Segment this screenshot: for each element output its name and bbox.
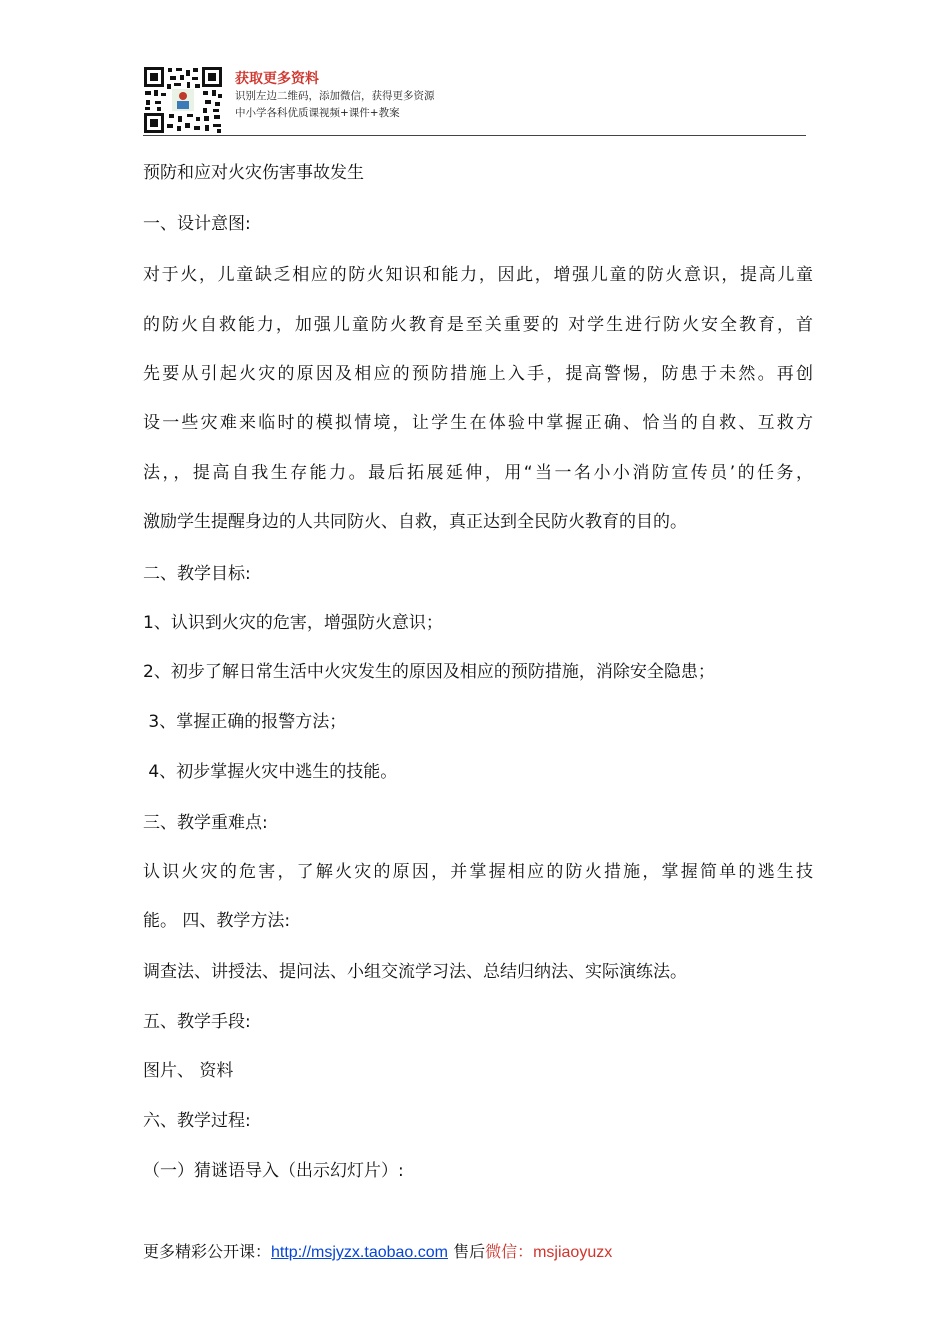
brand-line-2: 中小学各科优质课视频+课件+教案: [235, 107, 400, 119]
page-footer: [143, 1241, 612, 1264]
design-text-line: 设一些灾难来临时的模拟情境，让学生在体验中掌握正确、恰当的自救、互救方: [143, 413, 813, 433]
process-subheading: （一）猜谜语导入（出示幻灯片）:: [143, 1161, 404, 1181]
qr-code-icon: [143, 66, 223, 134]
page-title: 预防和应对火灾伤害事故发生: [143, 163, 364, 183]
design-text-line: 激励学生提醒身边的人共同防火、自救，真正达到全民防火教育的目的。: [143, 512, 687, 532]
objective-item: 3、掌握正确的报警方法；: [143, 712, 347, 732]
brand-line-1: 识别左边二维码，添加微信，获得更多资源: [235, 90, 435, 102]
design-text-line: 先要从引起火灾的原因及相应的预防措施上入手，提高警惕，防患于未然。再创: [143, 364, 813, 384]
section-heading-objectives: 二、教学目标:: [143, 564, 251, 584]
footer-wechat-id: msjiaoyuzx: [533, 1244, 613, 1261]
design-text-line: 法，，提高自我生存能力。最后拓展延伸，用“当一名小小消防宣传员’的任务，: [143, 463, 813, 483]
footer-after-sales: 售后: [447, 1242, 486, 1261]
section-heading-key-points: 三、教学重难点:: [143, 813, 268, 833]
section-heading-means: 五、教学手段:: [143, 1012, 251, 1032]
section-heading-process: 六、教学过程:: [143, 1111, 251, 1131]
objective-item: 4、初步掌握火灾中逃生的技能。: [143, 762, 398, 782]
footer-prefix: 更多精彩公开课：: [143, 1242, 272, 1261]
objective-item: 1、认识到火灾的危害，增强防火意识；: [143, 613, 443, 633]
page-header: [143, 66, 806, 136]
design-text-line: 的防火自救能力，加强儿童防火教育是至关重要的 对学生进行防火安全教育，首: [143, 315, 813, 335]
design-text-line: 对于火，儿童缺乏相应的防火知识和能力，因此，增强儿童的防火意识，提高儿童: [143, 265, 813, 285]
section-heading-methods: 能。 四、教学方法:: [143, 911, 291, 931]
brand-block: [235, 70, 435, 122]
methods-text: 调查法、讲授法、提问法、小组交流学习法、总结归纳法、实际演练法。: [143, 962, 687, 982]
objective-item: 2、初步了解日常生活中火灾发生的原因及相应的预防措施，消除安全隐患；: [143, 662, 715, 682]
brand-title: 获取更多资料: [235, 71, 319, 87]
key-points-text: 认识火灾的危害，了解火灾的原因，并掌握相应的防火措施，掌握简单的逃生技: [143, 862, 813, 882]
footer-shop-link[interactable]: http://msjyzx.taobao.com: [271, 1244, 448, 1261]
section-heading-design: 一、设计意图:: [143, 214, 251, 234]
header-divider: [143, 135, 806, 136]
footer-wechat-label: 微信：: [485, 1242, 534, 1261]
means-text: 图片、 资料: [143, 1061, 234, 1081]
